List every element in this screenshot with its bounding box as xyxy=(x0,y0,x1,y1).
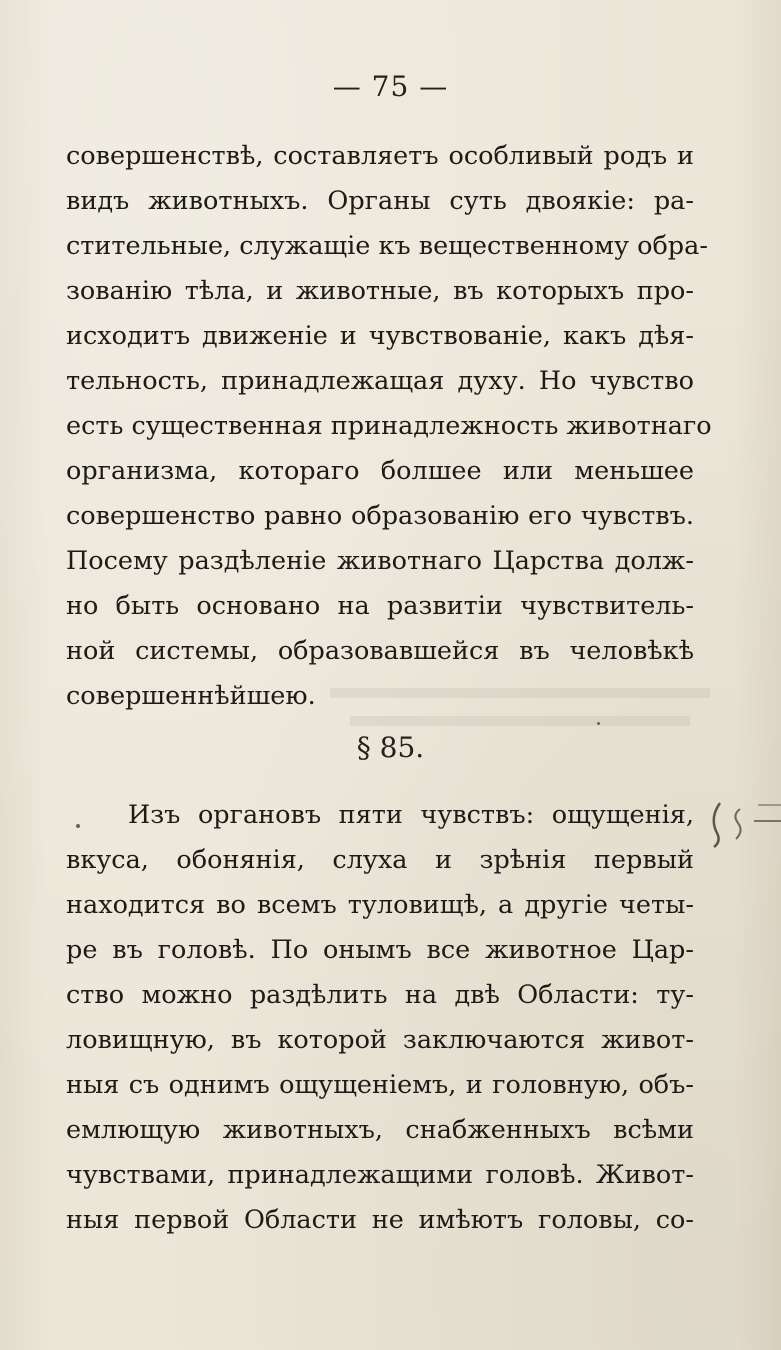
text-line: совершенство равно образованію его чувствъ. xyxy=(66,501,694,531)
handwritten-margin-mark xyxy=(706,795,781,850)
text-line: есть существенная принадлежность животнаго xyxy=(66,411,712,441)
page-number: — 75 — xyxy=(332,70,449,103)
ink-speck xyxy=(597,722,600,725)
text-line: совершенствѣ, составляетъ особливый родъ и xyxy=(66,141,694,171)
text-line: находится во всемъ туловищѣ, а другіе четы- xyxy=(66,890,694,920)
text-line: Изъ органовъ пяти чувствъ: ощущенія, xyxy=(128,800,694,830)
paragraph-1 xyxy=(66,134,712,719)
text-line: ныя съ однимъ ощущеніемъ, и головную, объ- xyxy=(66,1070,694,1100)
text-line: стительные, служащіе къ вещественному обра- xyxy=(66,231,708,261)
text-line: организма, котораго болшее или меньшее xyxy=(66,456,694,486)
text-line: ловищную, въ которой заключаются живот- xyxy=(66,1025,694,1055)
text-line: зованію тѣла, и животные, въ которыхъ про- xyxy=(66,276,694,306)
text-line: ныя первой Области не имѣютъ головы, со- xyxy=(66,1205,694,1235)
text-line: совершеннѣйшею. xyxy=(66,681,316,711)
text-line: ство можно раздѣлить на двѣ Области: ту- xyxy=(66,980,694,1010)
text-line: чувствами, принадлежащими головѣ. Живот- xyxy=(66,1160,694,1190)
section-heading: § 85. xyxy=(356,731,425,764)
ink-speck xyxy=(76,824,80,828)
text-line: вкуса, обонянія, слуха и зрѣнія первый xyxy=(66,845,694,875)
text-line: тельность, принадлежащая духу. Но чувство xyxy=(66,366,694,396)
text-line: Посему раздѣленіе животнаго Царства долж- xyxy=(66,546,694,576)
text-line: видъ животныхъ. Органы суть двоякіе: ра- xyxy=(66,186,694,216)
paragraph-2 xyxy=(66,793,694,1243)
text-line: ной системы, образовавшейся въ человѣкѣ xyxy=(66,636,694,666)
text-line: ре въ головѣ. По онымъ все животное Цар- xyxy=(66,935,694,965)
text-line: емлющую животныхъ, снабженныхъ всѣми xyxy=(66,1115,694,1145)
margin-scribble-shape xyxy=(706,795,781,850)
text-line: исходитъ движеніе и чувствованіе, какъ дѣя- xyxy=(66,321,694,351)
text-line: но быть основано на развитіи чувствитель- xyxy=(66,591,694,621)
